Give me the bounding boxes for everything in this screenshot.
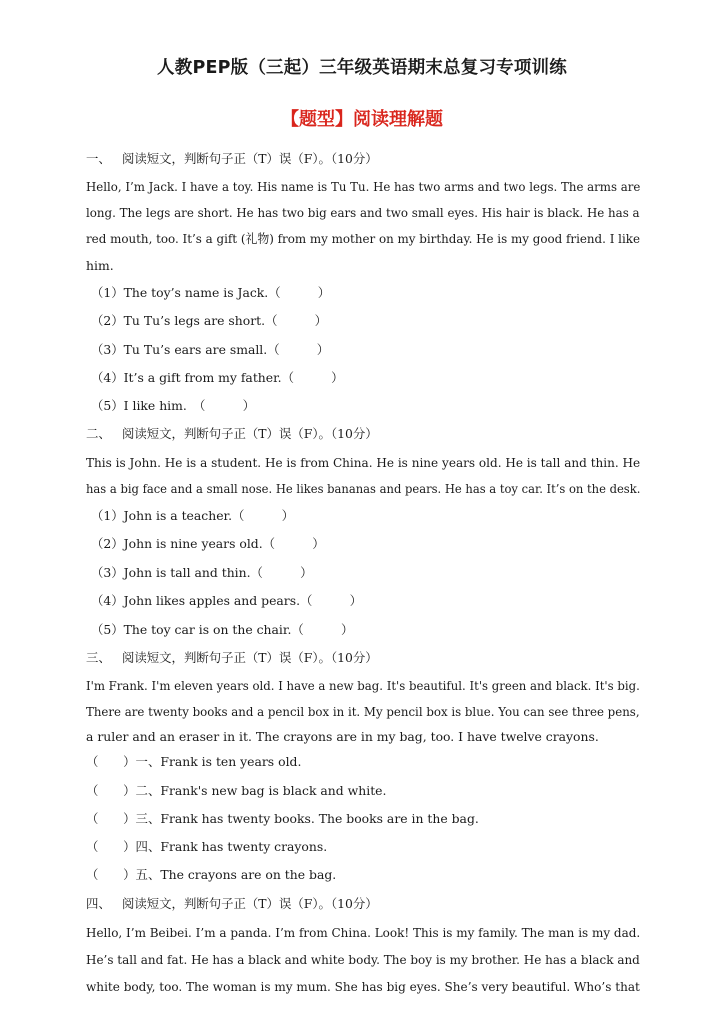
question-item: （5）I like him. （ ）	[91, 398, 255, 413]
question-item: （5）The toy car is on the chair.（ ）	[91, 622, 354, 637]
passage-line: a ruler and an eraser in it. The crayons are in my bag, too. I have twelve crayons.	[86, 729, 599, 744]
passage-line: This is John. He is a student. He is from China. He is nine years old. He is tall and thin. He	[86, 455, 641, 470]
passage-line: white body, too. The woman is my mum. She has big eyes. She’s very beautiful. Who’s that	[86, 979, 640, 994]
question-item: （ ）四、Frank has twenty crayons.	[86, 839, 328, 854]
section-number: 四、	[86, 896, 111, 911]
question-item: （3）Tu Tu’s ears are small.（ ）	[91, 342, 330, 357]
passage-line: has a big face and a small nose. He likes bananas and pears. He has a toy car. It’s on the desk.	[86, 481, 641, 496]
section-instruction: 阅读短文，判断句子正（T）误（F）。（10分）	[122, 650, 378, 665]
passage-line: him.	[86, 258, 114, 273]
passage-line: He’s tall and fat. He has a black and white body. The boy is my brother. He has a black and	[86, 952, 640, 967]
question-type-heading: 【题型】阅读理解题	[281, 109, 443, 130]
section-instruction: 阅读短文，判断句子正（T）误（F）。（10分）	[122, 896, 378, 911]
question-item: （4）It’s a gift from my father.（ ）	[91, 370, 344, 385]
section-number: 三、	[86, 650, 111, 665]
section-number: 二、	[86, 426, 111, 441]
passage-line: long. The legs are short. He has two big ears and two small eyes. His hair is black. He has a	[86, 205, 640, 220]
question-item: （ ）三、Frank has twenty books. The books are in the bag.	[86, 811, 479, 826]
document-title: 人教PEP版（三起）三年级英语期末总复习专项训练	[157, 58, 567, 78]
section-2-heading	[86, 426, 378, 442]
section-3-heading	[86, 650, 378, 666]
question-item: （ ）五、The crayons are on the bag.	[86, 867, 337, 882]
section-number: 一、	[86, 151, 111, 166]
passage-line: Hello, I’m Jack. I have a toy. His name is Tu Tu. He has two arms and two legs. The arms are	[86, 179, 641, 194]
question-item: （2）John is nine years old.（ ）	[91, 536, 325, 551]
passage-line: Hello, I’m Beibei. I’m a panda. I’m from China. Look! This is my family. The man is my dad.	[86, 925, 641, 940]
question-item: （4）John likes apples and pears.（ ）	[91, 593, 362, 608]
question-item: （3）John is tall and thin.（ ）	[91, 565, 313, 580]
passage-line: I'm Frank. I'm eleven years old. I have a new bag. It's beautiful. It's green and black. It's big.	[86, 678, 640, 693]
section-instruction: 阅读短文，判断句子正（T）误（F）。（10分）	[122, 426, 378, 441]
question-item: （1）John is a teacher.（ ）	[91, 508, 294, 523]
passage-line: red mouth, too. It’s a gift (礼物) from my mother on my birthday. He is my good friend. I like	[86, 231, 640, 246]
section-4-heading	[86, 896, 378, 912]
question-item: （ ）一、Frank is ten years old.	[86, 754, 302, 769]
section-1-heading	[86, 151, 378, 167]
question-item: （1）The toy’s name is Jack.（ ）	[91, 285, 331, 300]
question-item: （2）Tu Tu’s legs are short.（ ）	[91, 313, 328, 328]
passage-line: There are twenty books and a pencil box in it. My pencil box is blue. You can see three pens,	[86, 704, 640, 719]
section-instruction: 阅读短文，判断句子正（T）误（F）。（10分）	[122, 151, 378, 166]
question-item: （ ）二、Frank's new bag is black and white.	[86, 783, 387, 798]
